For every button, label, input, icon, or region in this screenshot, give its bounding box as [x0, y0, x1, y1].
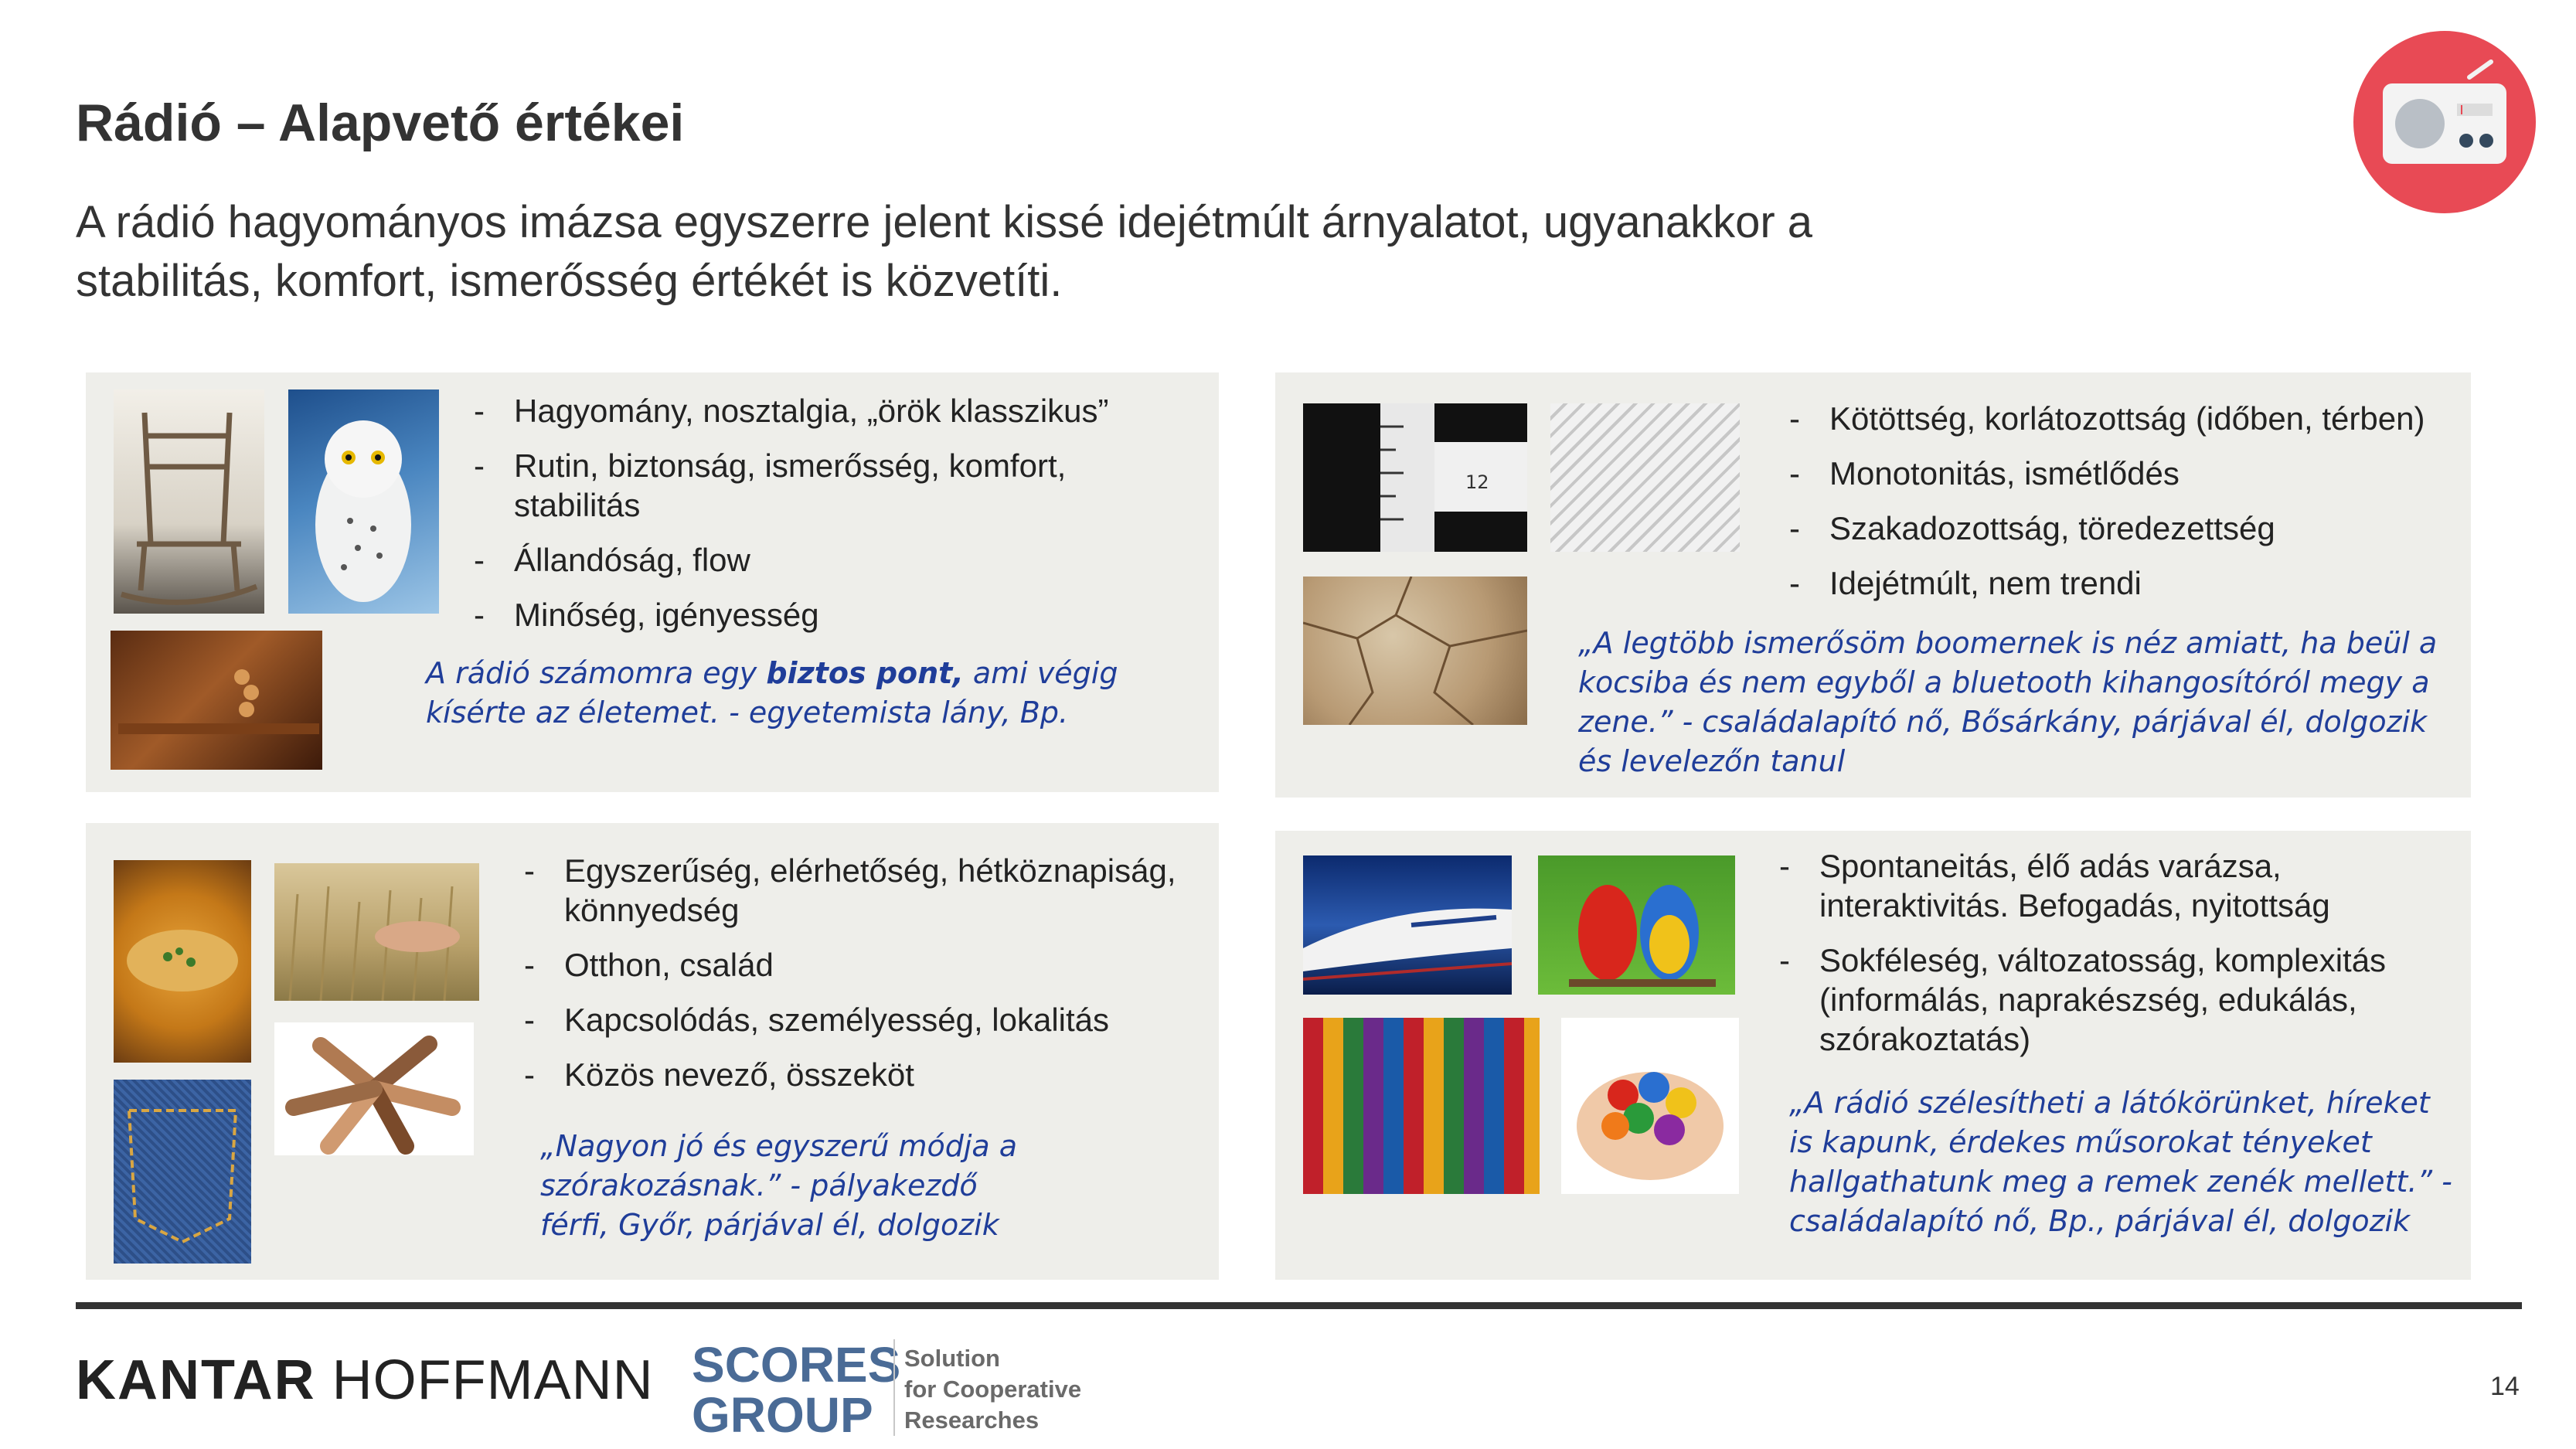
spontaneity-quote: „A rádió szélesítheti a látókörünket, híreket is kapunk, érdekes műsorokat tényeket hallgathatunk meg a remek zenék mellett.” - családalapító nő, Bp., párjával él, dolgozik — [1789, 1086, 2452, 1238]
bullet-item: - Egyszerűség, elérhetőség, hétköznapiság, könnyedség — [524, 851, 1204, 930]
quote-text-post: ami végig kísérte az életemet. - egyetemista lány, Bp. — [426, 656, 1118, 730]
footer-divider — [76, 1302, 2522, 1309]
quote-text-pre: A rádió számomra egy — [426, 656, 767, 690]
scores-logo-line1: SCORES — [692, 1337, 901, 1393]
panel-tradition — [86, 372, 1219, 792]
kantar-logo-word: KANTAR — [76, 1349, 316, 1411]
slide-title: Rádió – Alapvető értékei — [76, 94, 685, 152]
bullet-item: - Rutin, biztonság, ismerősség, komfort, stabilitás — [474, 446, 1200, 525]
bullet-item: - Hagyomány, nosztalgia, „örök klasszikus” — [474, 391, 1200, 430]
panel-limitations — [1275, 372, 2471, 798]
tradition-bullet-list — [474, 391, 1200, 650]
snowy-owl-image — [288, 389, 439, 614]
panel-spontaneity — [1275, 831, 2471, 1280]
monk-rosary-image — [111, 631, 322, 770]
candy-hands-image — [1561, 1018, 1739, 1194]
bullet-item: - Kapcsolódás, személyesség, lokalitás — [524, 1000, 1204, 1039]
rocking-chair-image — [114, 389, 264, 614]
limitations-bullet-list — [1789, 399, 2454, 618]
speed-train-image — [1303, 855, 1512, 995]
bullet-item: - Állandóság, flow — [474, 540, 1200, 580]
scores-tagline-2: for Cooperative — [904, 1376, 1082, 1403]
spontaneity-bullet-list — [1779, 846, 2452, 1074]
scores-logo-line2: GROUP — [692, 1387, 873, 1440]
tradition-quote — [426, 654, 1121, 733]
panel-simplicity — [86, 823, 1219, 1280]
wheat-field-hands-image — [274, 863, 479, 1001]
limitations-quote: „A legtöbb ismerősöm boomernek is néz amiatt, ha beül a kocsiba és nem egyből a bluetooth kihangosítóról megy a zene.” - családalapító nő, Bősárkány, párjával él, dolgozik és levelezőn tanul — [1578, 626, 2438, 778]
kantar-hoffmann-logo — [76, 1349, 654, 1412]
colorful-beads-image — [1303, 1018, 1540, 1194]
scores-group-logo — [692, 1335, 1094, 1440]
scores-tagline-3: Researches — [904, 1406, 1040, 1434]
svg-text:12: 12 — [1465, 471, 1489, 493]
bullet-item: - Spontaneitás, élő adás varázsa, interaktivitás. Befogadás, nyitottság — [1779, 846, 2452, 925]
linked-hands-image — [274, 1022, 474, 1155]
bullet-item: - Szakadozottság, töredezettség — [1789, 509, 2454, 548]
bullet-item: - Közös nevező, összeköt — [524, 1055, 1204, 1094]
measuring-tape-image — [1303, 403, 1527, 552]
parrots-image — [1538, 855, 1735, 995]
repeating-pattern-image — [1550, 403, 1740, 552]
cracked-earth-image — [1303, 577, 1527, 725]
radio-icon — [2353, 31, 2536, 213]
bullet-item: - Otthon, család — [524, 945, 1204, 985]
soup-bowl-image — [114, 860, 251, 1063]
hoffmann-logo-word: HOFFMANN — [332, 1349, 654, 1411]
denim-pocket-image — [114, 1080, 251, 1264]
scores-tagline-1: Solution — [904, 1345, 1000, 1372]
slide-subtitle: A rádió hagyományos imázsa egyszerre jelent kissé idejétmúlt árnyalatot, ugyanakkor a stabilitás, komfort, ismerősség értékét is közvetíti. — [76, 197, 1813, 306]
simplicity-quote: „Nagyon jó és egyszerű módja a szórakozásnak.” - pályakezdő férfi, Győr, párjával él, dolgozik — [540, 1129, 1018, 1242]
bullet-item: - Minőség, igényesség — [474, 595, 1200, 634]
quote-text-bold: biztos pont, — [766, 656, 964, 690]
simplicity-bullet-list — [524, 851, 1204, 1110]
bullet-item: - Kötöttség, korlátozottság (időben, térben) — [1789, 399, 2454, 438]
bullet-item: - Monotonitás, ismétlődés — [1789, 454, 2454, 493]
page-number: 14 — [2490, 1372, 2520, 1401]
bullet-item: - Sokféleség, változatosság, komplexitás (informálás, naprakészség, edukálás, szórakoztatás) — [1779, 940, 2452, 1059]
bullet-item: - Idejétmúlt, nem trendi — [1789, 563, 2454, 603]
